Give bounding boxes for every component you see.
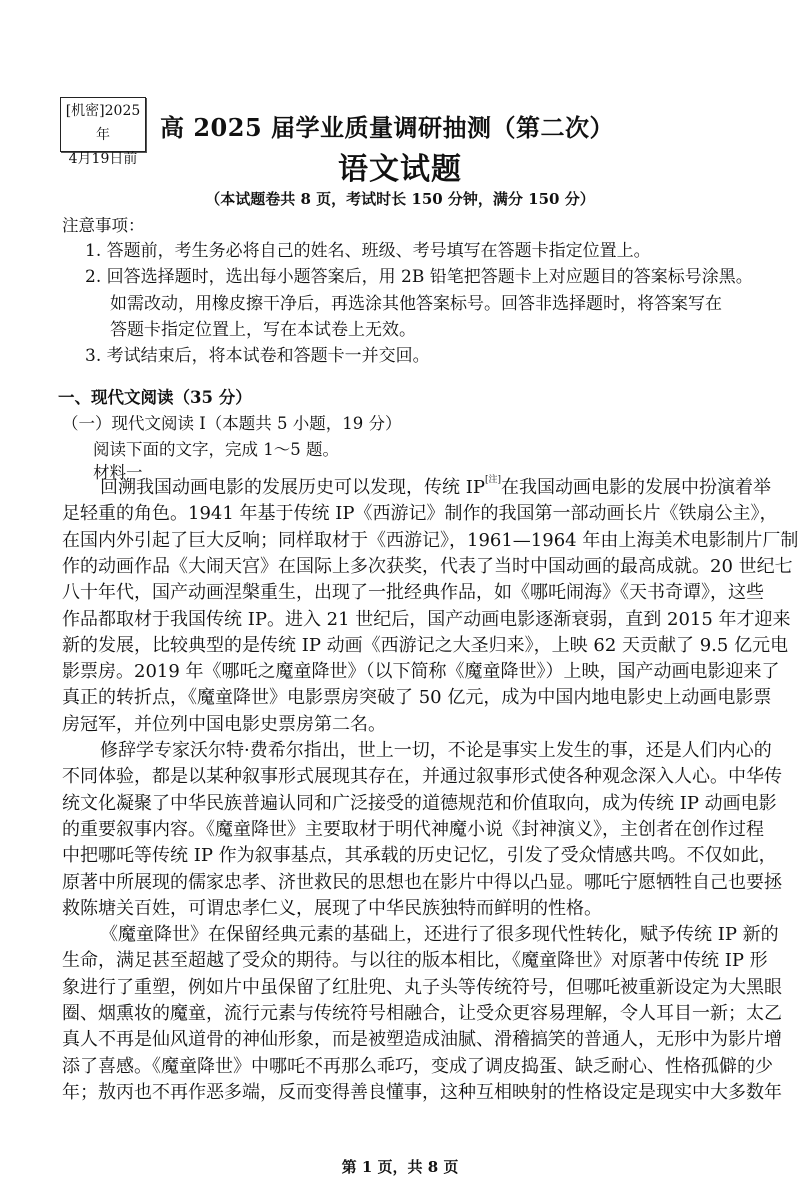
paragraph-line: 生命，满足甚至超越了受众的期待。与以往的版本相比，《魔童降世》对原著中传统 IP 形 <box>62 950 768 972</box>
paragraph-line: 添了喜感。《魔童降世》中哪吒不再那么乖巧，变成了调皮捣蛋、缺乏耐心、性格孤僻的少 <box>62 1055 773 1077</box>
paragraph-line: 新的发展，比较典型的是传统 IP 动画《西游记之大圣归来》，上映 62 天贡献了 9.5 亿元电 <box>62 634 789 656</box>
paragraph-line: 原著中所展现的儒家忠孝、济世救民的思想也在影片中得以凸显。哪吒宁愿牺牲自己也要拯 <box>62 871 782 893</box>
paragraph-line: 回溯我国动画电影的发展历史可以发现，传统 IP[注]在我国动画电影的发展中扮演着举 <box>100 475 771 498</box>
paragraph-line: 圈、烟熏妆的魔童，流行元素与传统符号相融合，让受众更容易理解，令人耳目一新；太乙 <box>62 1003 782 1024</box>
subsection-heading: （一）现代文阅读 I（本题共 5 小题，19 分） <box>62 414 402 433</box>
note-item-2-cont: 答题卡指定位置上，写在本试卷上无效。 <box>110 320 416 340</box>
paragraph-line: 足轻重的角色。1941 年基于传统 IP《西游记》制作的我国第一部动画长片《铁扇公主》， <box>62 503 778 525</box>
exam-meta: （本试题卷共 8 页，考试时长 150 分钟，满分 150 分） <box>205 190 595 208</box>
paragraph-line: 不同体验，都是以某种叙事形式展现其存在，并通过叙事形式使各种观念深入人心。中华传 <box>62 766 782 788</box>
paragraph-line: 作品都取材于我国传统 IP。进入 21 世纪后，国产动画电影逐渐衰弱，直到 2015 年才迎来 <box>62 608 791 630</box>
stamp-line-2: 4月19日前 <box>68 151 138 167</box>
paragraph-line: 真人不再是仙风道骨的神仙形象，而是被塑造成油腻、滑稽搞笑的普通人，无形中为影片增 <box>62 1029 782 1051</box>
footnote-marker: [注] <box>484 475 501 485</box>
page-footer: 第 1 页，共 8 页 <box>341 1158 459 1176</box>
paragraph-line: 房冠军，并位列中国电影史票房第二名。 <box>62 713 386 735</box>
note-item-2-cont: 如需改动，用橡皮擦干净后，再选涂其他答案标号。回答非选择题时，将答案写在 <box>110 294 722 314</box>
note-item-1: 1. 答题前，考生务必将自己的姓名、班级、考号填写在答题卡指定位置上。 <box>85 241 651 261</box>
section-heading: 一、现代文阅读（35 分） <box>58 388 252 407</box>
notes-heading: 注意事项： <box>62 216 145 235</box>
paragraph-line: 真正的转折点，《魔童降世》电影票房突破了 50 亿元，成为中国内地电影史上动画电影票 <box>62 687 772 709</box>
paragraph-line: 八十年代，国产动画涅槃重生，出现了一批经典作品，如《哪吒闹海》《天书奇谭》，这些 <box>62 582 764 604</box>
note-item-2: 2. 回答选择题时，选出每小题答案后，用 2B 铅笔把答题卡上对应题目的答案标号涂黑。 <box>85 267 753 287</box>
material-label: 材料一 <box>93 463 143 482</box>
paragraph-line: 《魔童降世》在保留经典元素的基础上，还进行了很多现代性转化，赋予传统 IP 新的 <box>100 924 779 946</box>
note-item-3: 3. 考试结束后，将本试卷和答题卡一并交回。 <box>85 346 430 366</box>
paragraph-line: 的重要叙事内容。《魔童降世》主要取材于明代神魔小说《封神演义》，主创者在创作过程 <box>62 818 764 840</box>
paragraph-line: 中把哪吒等传统 IP 作为叙事基点，其承载的历史记忆，引发了受众情感共鸣。不仅如此， <box>62 845 777 867</box>
subject-title: 语文试题 <box>338 152 462 187</box>
paragraph-line: 统文化凝聚了中华民族普遍认同和广泛接受的道德规范和价值取向，成为传统 IP 动画电影 <box>62 792 777 814</box>
paragraph-line: 作的动画作品《大闹天宫》在国际上多次获奖，代表了当时中国动画的最高成就。20 世纪七 <box>62 555 793 577</box>
paragraph-line: 救陈塘关百姓，可谓忠孝仁义，展现了中华民族独特而鲜明的性格。 <box>62 897 602 919</box>
stamp-line-1: [机密]2025年 <box>65 103 141 143</box>
paragraph-line: 象进行了重塑，例如片中虽保留了红肚兜、丸子头等传统符号，但哪吒被重新设定为大黑眼 <box>62 976 782 998</box>
paragraph-line: 修辞学专家沃尔特·费希尔指出，世上一切，不论是事实上发生的事，还是人们内心的 <box>100 740 772 761</box>
paragraph-line: 影票房。2019 年《哪吒之魔童降世》（以下简称《魔童降世》）上映，国产动画电影迎来了 <box>62 661 780 683</box>
instruction: 阅读下面的文字，完成 1～5 题。 <box>93 440 339 459</box>
paragraph-line: 在国内外引起了巨大反响；同样取材于《西游记》，1961—1964 年由上海美术电影制片厂制 <box>62 529 799 551</box>
exam-title: 高 2025 届学业质量调研抽测（第二次） <box>160 113 615 142</box>
paragraph-line: 年；敖丙也不再作恶多端，反而变得善良懂事，这种互相映射的性格设定是现实中大多数年 <box>62 1081 782 1103</box>
